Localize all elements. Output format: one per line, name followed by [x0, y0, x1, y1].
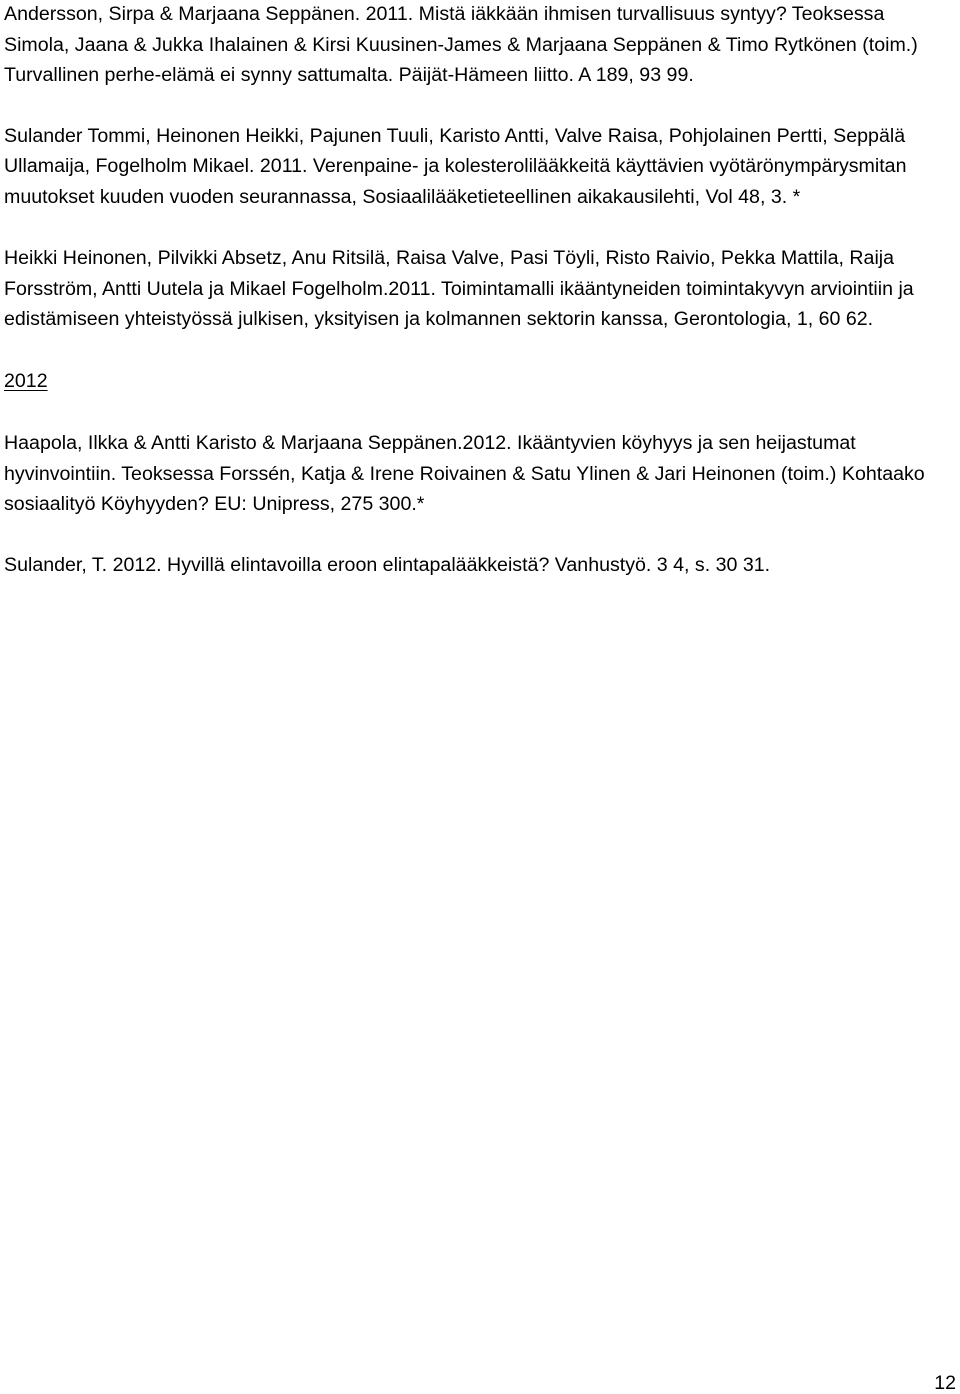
reference-andersson-2011: Andersson, Sirpa & Marjaana Seppänen. 2011. Mistä iäkkään ihmisen turvallisuus syntyy? Teoksessa Simola, Jaana & Jukka Ihalainen & Kirsi Kuusinen-James & Marjaana Seppänen & Timo Rytkönen (toim.) Turvallinen perhe-elämä ei synny sattumalta. Päijät-Hämeen liitto. A 189, 93 99. — [4, 3, 918, 86]
reference-haapola-2012: Haapola, Ilkka & Antti Karisto & Marjaana Seppänen.2012. Ikääntyvien köyhyys ja sen heijastumat hyvinvointiin. Teoksessa Forssén, Katja & Irene Roivainen & Satu Ylinen & Jari Heinonen (toim.) Kohtaako sosiaalityö Köyhyyden? EU: Unipress, 275 300.* — [4, 432, 925, 515]
page-number: 12 — [934, 1372, 956, 1394]
reference-heinonen-2011: Heikki Heinonen, Pilvikki Absetz, Anu Ritsilä, Raisa Valve, Pasi Töyli, Risto Raivio, Pekka Mattila, Raija Forsström, Antti Uutela ja Mikael Fogelholm.2011. Toimintamalli ikääntyneiden toimintakyvyn arviointiin ja edistämiseen yhteistyössä julkisen, yksityisen ja kolmannen sektorin kanssa, Gerontologia, 1, 60 62. — [4, 247, 914, 330]
document-page — [4, 0, 952, 580]
reference-sulander-2011: Sulander Tommi, Heinonen Heikki, Pajunen Tuuli, Karisto Antti, Valve Raisa, Pohjolainen Pertti, Seppälä Ullamaija, Fogelholm Mikael. 2011. Verenpaine- ja kolesterolilääkkeitä käyttävien vyötärönympärysmitan muutokset kuuden vuoden seurannassa, Sosiaalilääketieteellinen aikakausilehti, Vol 48, 3. * — [4, 124, 907, 208]
reference-sulander-2012: Sulander, T. 2012. Hyvillä elintavoilla eroon elintapalääkkeistä? Vanhustyö. 3 4, s. 30 31. — [4, 553, 771, 576]
year-heading-2012: 2012 — [4, 369, 48, 392]
